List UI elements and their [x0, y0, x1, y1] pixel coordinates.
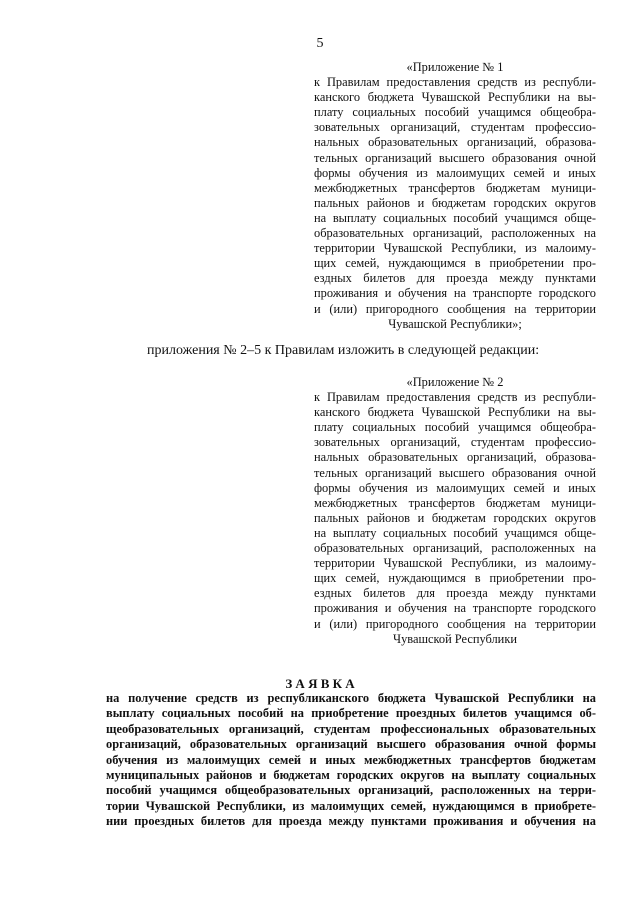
annex-1-line: и (или) пригородного сообщения на территории [314, 301, 596, 316]
application-subtitle-line: выплату социальных пособий на приобретение проездных билетов учащимся об- [106, 706, 596, 721]
annex-2-line: нальных образовательных организаций, образова- [314, 450, 596, 465]
annex-2-title: «Приложение № 2 [406, 375, 504, 389]
annex-2-line: ездных билетов для проезда между пунктами [314, 586, 596, 601]
application-title: З А Я В К А [285, 676, 355, 691]
annex-2-line: канского бюджета Чувашской Республики на вы- [314, 405, 596, 420]
annex-1-line: территории Чувашской Республики, из малоиму- [314, 241, 596, 256]
annex-2-line: на выплату социальных пособий учащимся обще- [314, 525, 596, 540]
annex-1-line: к Правилам предоставления средств из республи- [314, 75, 596, 90]
annex-1-line: зовательных организаций, студентам профессио- [314, 120, 596, 135]
annex-2-line: межбюджетных трансфертов бюджетам муници- [314, 495, 596, 510]
annex-2-line: щих семей, нуждающимся в приобретении про- [314, 571, 596, 586]
annex-1-line: ездных билетов для проезда между пунктами [314, 271, 596, 286]
application-subtitle [106, 691, 596, 830]
annex-2-line: формы обучения из малоимущих семей и иных [314, 480, 596, 495]
application-subtitle-line: муниципальных районов и бюджетам городских округов на выплату социальных [106, 767, 596, 782]
annex-1-line: пальных районов и бюджетам городских округов [314, 195, 596, 210]
annex-2-line: тельных организаций высшего образования очной [314, 465, 596, 480]
annex-1-line: формы обучения из малоимущих семей и иных [314, 165, 596, 180]
annex-2-line: территории Чувашской Республики, из малоиму- [314, 556, 596, 571]
annex-1-line: нальных образовательных организаций, образова- [314, 135, 596, 150]
application-subtitle-line: организаций, образовательных организаций высшего образования очной формы [106, 737, 596, 752]
application-subtitle-line: на получение средств из республиканского бюджета Чувашской Республики на [106, 691, 596, 705]
annex-1-line: проживания и обучения на транспорте городского [314, 286, 596, 301]
annex-1-line: межбюджетных трансфертов бюджетам муници- [314, 180, 596, 195]
annex-1-last-line: Чувашской Республики»; [388, 316, 522, 331]
annex-2-line: образовательных организаций, расположенных на [314, 541, 596, 556]
annex-1-line: канского бюджета Чувашской Республики на вы- [314, 90, 596, 105]
annex-2-line: к Правилам предоставления средств из республи- [314, 390, 596, 405]
annex-2-line: плату социальных пособий учащимся общеобра- [314, 420, 596, 435]
application-subtitle-line: пособий учащимся общеобразовательных организаций, расположенных на терри- [106, 783, 596, 798]
annex-1-line: образовательных организаций, расположенных на [314, 226, 596, 241]
annex-1-title: «Приложение № 1 [406, 60, 504, 74]
annex-2-line: пальных районов и бюджетам городских округов [314, 510, 596, 525]
annex-2-line: и (или) пригородного сообщения на территории [314, 616, 596, 631]
annex-1-line: щих семей, нуждающимся в приобретении про- [314, 256, 596, 271]
page-number: 5 [316, 36, 324, 51]
annex-2-line: зовательных организаций, студентам профессио- [314, 435, 596, 450]
annex-1-header [314, 60, 596, 332]
annex-2-last-line: Чувашской Республики [393, 631, 517, 646]
annex-1-line: на выплату социальных пособий учащимся обще- [314, 210, 596, 225]
annex-1-line: тельных организаций высшего образования очной [314, 150, 596, 165]
annex-1-line: плату социальных пособий учащимся общеобра- [314, 105, 596, 120]
application-subtitle-line: щеобразовательных организаций, студентам профессиональных образовательных [106, 721, 596, 736]
annex-2-line: проживания и обучения на транспорте городского [314, 601, 596, 616]
application-subtitle-line: обучения из малоимущих семей и иных межбюджетных трансфертов бюджетам [106, 752, 596, 767]
annex-2-header [314, 375, 596, 647]
application-subtitle-line: нии проездных билетов для проезда между пунктами проживания и обучения на [106, 814, 596, 829]
amendment-intro-text: приложения № 2–5 к Правилам изложить в следующей редакции: [147, 343, 540, 358]
application-subtitle-line: тории Чувашской Республики, из малоимущих семей, нуждающимся в приобрете- [106, 798, 596, 813]
